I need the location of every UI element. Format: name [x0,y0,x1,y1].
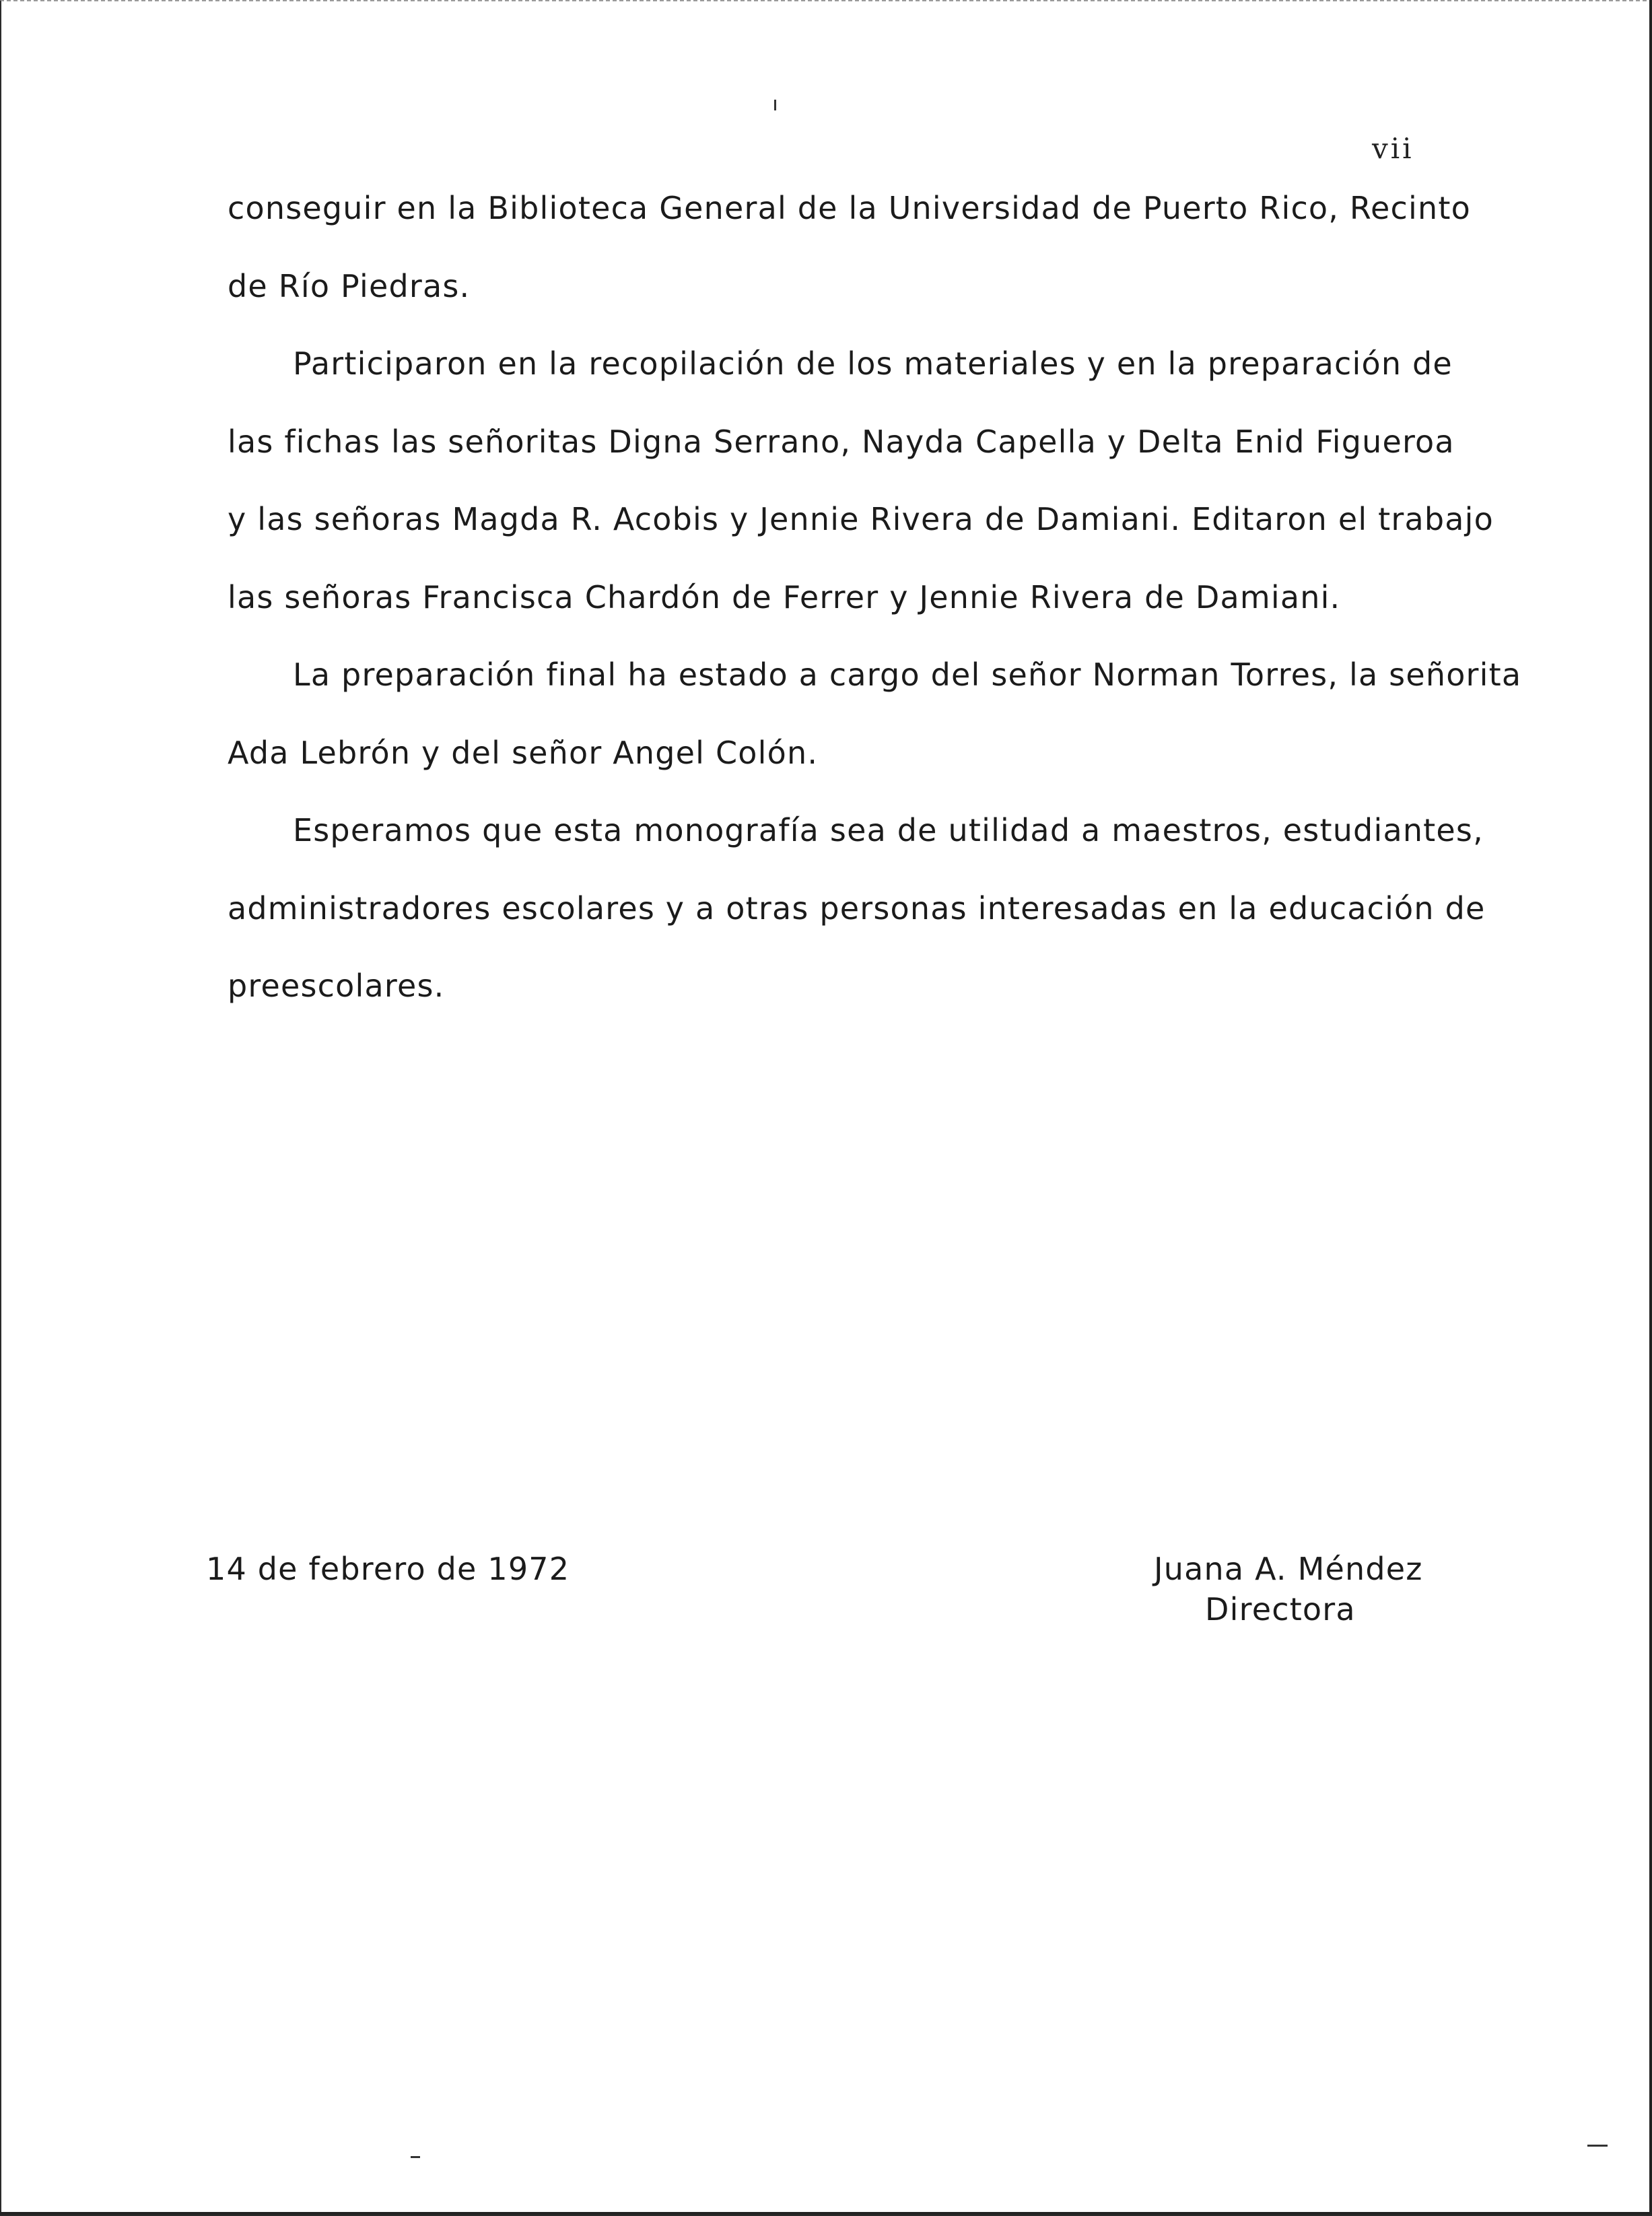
signer-name: Juana A. Méndez [1154,1551,1423,1587]
paragraph-start-line: La preparación final ha estado a cargo del señor Norman Torres, la señorita [293,657,1522,693]
scan-speck [1587,2145,1608,2147]
text-line: las señoras Francisca Chardón de Ferrer y Jennie Rivera de Damiani. [228,578,1341,615]
closing-date: 14 de febrero de 1972 [206,1551,570,1587]
text-line: preescolares. [228,968,445,1004]
page-number: vii [1372,132,1414,165]
signature-block [1154,1549,1423,1630]
text-line: de Río Piedras. [228,267,471,304]
text-line: las fichas las señoritas Digna Serrano, Nayda Capella y Delta Enid Figueroa [228,423,1455,460]
preface-body [228,170,1547,1026]
text-line: y las señoras Magda R. Acobis y Jennie Rivera de Damiani. Editaron el trabajo [228,501,1494,537]
paragraph-start-line: Participaron en la recopilación de los materiales y en la preparación de [293,345,1453,382]
scan-edge-bottom [0,2212,1652,2215]
scan-speck [774,100,776,110]
signer-title: Directora [1205,1591,1356,1627]
scan-speck [411,2156,420,2158]
text-line: conseguir en la Biblioteca General de la Universidad de Puerto Rico, Recinto [228,190,1471,226]
paragraph-start-line: Esperamos que esta monografía sea de utilidad a maestros, estudiantes, [293,812,1484,848]
text-line: administradores escolares y a otras personas interesadas en la educación de [228,889,1486,927]
scan-edge-right [1649,0,1652,2215]
text-line: Ada Lebrón y del señor Angel Colón. [228,734,819,771]
